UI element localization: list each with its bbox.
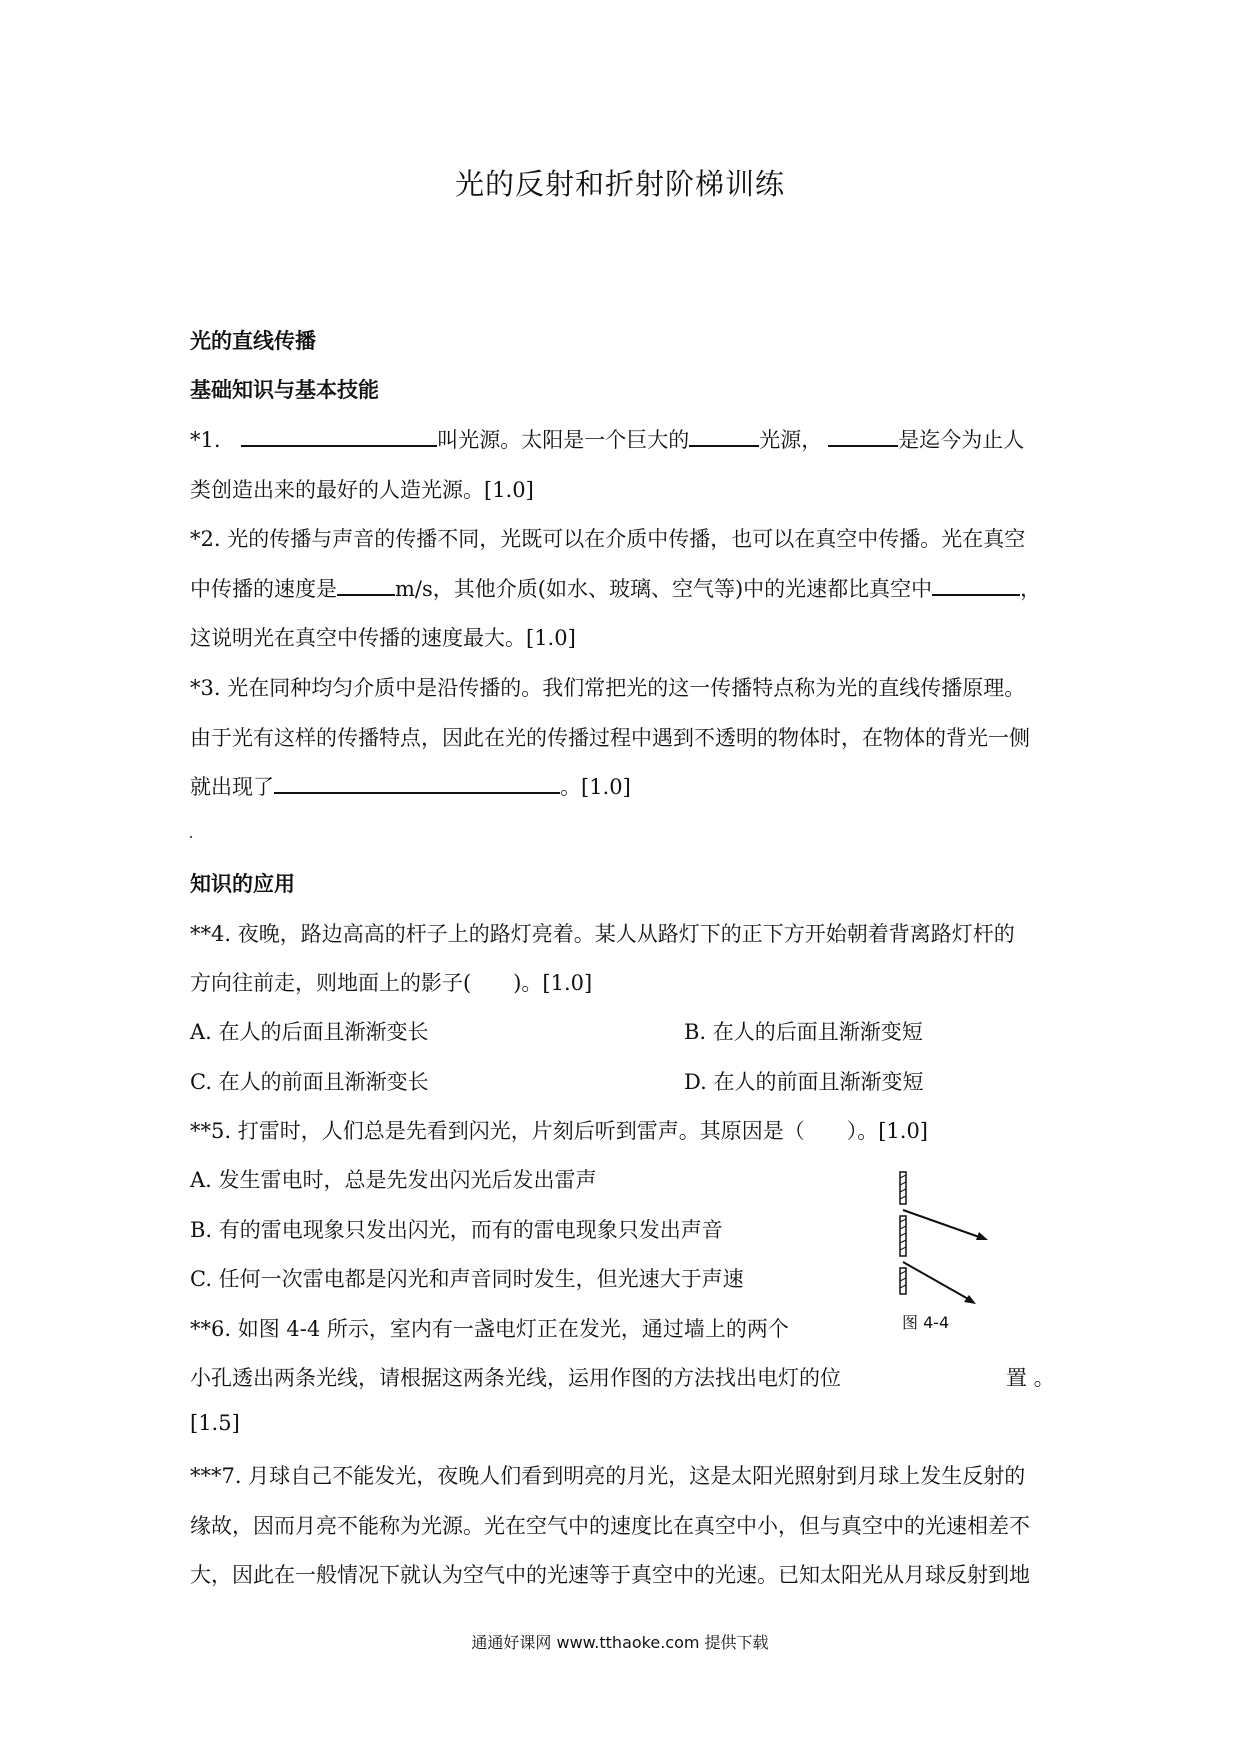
question-6-line-3: [1.5] [190, 1411, 240, 1435]
blank-1c [828, 427, 898, 447]
question-7-line-2: 缘故，因而月亮不能称为光源。光在空气中的速度比在真空中小，但与真空中的光速相差不 [190, 1514, 1030, 1538]
question-4-option-a: A. 在人的后面且渐渐变长 [190, 1020, 429, 1044]
question-5-option-a: A. 发生雷电时，总是先发出闪光后发出雷声 [190, 1168, 597, 1192]
section-heading-linear-propagation: 光的直线传播 [190, 329, 316, 353]
question-2-text-a: 中传播的速度是 [190, 577, 337, 601]
question-3-text-a: 就出现了 [190, 775, 274, 799]
question-1-text-a: 叫光源。太阳是一个巨大的 [437, 428, 690, 452]
question-7-line-3: 大，因此在一般情况下就认为空气中的光速等于真空中的光速。已知太阳光从月球反射到地 [190, 1563, 1030, 1587]
light-ray-upper [903, 1210, 988, 1240]
wall [900, 1172, 906, 1294]
question-5-option-c: C. 任何一次雷电都是闪光和声音同时发生，但光速大于声速 [190, 1267, 744, 1291]
question-1-text-b: 光源， [759, 428, 823, 452]
question-4-line-1: **4. 夜晚，路边高高的杆子上的路灯亮着。某人从路灯下的正下方开始朝着背离路灯杆的 [190, 922, 1015, 946]
question-3-line-1: *3. 光在同种均匀介质中是沿传播的。我们常把光的这一传播特点称为光的直线传播原理。 [190, 676, 1026, 700]
question-3-line-2: 由于光有这样的传播特点，因此在光的传播过程中遇到不透明的物体时，在物体的背光一侧 [190, 726, 1030, 750]
question-2-text-b: m/s，其他介质(如水、玻璃、空气等)中的光速都比真空中 [395, 577, 933, 601]
figure-4-4-diagram [890, 1170, 1000, 1320]
blank-2a [337, 576, 395, 596]
question-6-line-2a: 小孔透出两条光线，请根据这两条光线，运用作图的方法找出电灯的位 [190, 1366, 841, 1390]
light-ray-lower [903, 1262, 976, 1304]
blank-1a [241, 427, 437, 447]
page-footer: 通通好课网 www.tthaoke.com 提供下载 [471, 1633, 769, 1652]
question-2-line-2 [190, 573, 1041, 603]
blank-3a [274, 774, 560, 794]
question-4-option-b: B. 在人的后面且渐渐变短 [684, 1020, 923, 1044]
blank-1b [689, 427, 759, 447]
question-2-line-3: 这说明光在真空中传播的速度最大。[1.0] [190, 626, 576, 650]
question-2-line-1: *2. 光的传播与声音的传播不同，光既可以在介质中传播，也可以在真空中传播。光在真空 [190, 527, 1026, 551]
blank-2b [932, 576, 1020, 596]
question-4-option-c: C. 在人的前面且渐渐变长 [190, 1070, 429, 1094]
question-6-line-2b: 置 。 [1006, 1366, 1055, 1390]
question-7-line-1: ***7. 月球自己不能发光，夜晚人们看到明亮的月光，这是太阳光照射到月球上发生反射的 [190, 1464, 1026, 1488]
stray-mark [190, 836, 192, 838]
question-6-line-1: **6. 如图 4-4 所示，室内有一盏电灯正在发光，通过墙上的两个 [190, 1317, 789, 1341]
question-2-text-c: ， [1020, 577, 1042, 601]
question-4-line-2: 方向往前走，则地面上的影子( )。[1.0] [190, 971, 593, 995]
question-3-text-b: 。[1.0] [560, 775, 631, 799]
page-title: 光的反射和折射阶梯训练 [454, 167, 785, 201]
question-1-line-1 [190, 424, 1024, 454]
question-5-line-1: **5. 打雷时，人们总是先看到闪光，片刻后听到雷声。其原因是（ ）。[1.0] [190, 1119, 928, 1143]
question-1-number: *1. [190, 428, 221, 452]
question-4-option-d: D. 在人的前面且渐渐变短 [684, 1070, 924, 1094]
subsection-heading-basics: 基础知识与基本技能 [190, 378, 379, 402]
question-5-option-b: B. 有的雷电现象只发出闪光，而有的雷电现象只发出声音 [190, 1218, 723, 1242]
question-3-line-3 [190, 771, 631, 801]
question-1-text-c: 是迄今为止人 [898, 428, 1025, 452]
question-1-line-2: 类创造出来的最好的人造光源。[1.0] [190, 478, 534, 502]
figure-4-4-caption: 图 4-4 [902, 1313, 950, 1332]
section-heading-application: 知识的应用 [190, 872, 295, 896]
